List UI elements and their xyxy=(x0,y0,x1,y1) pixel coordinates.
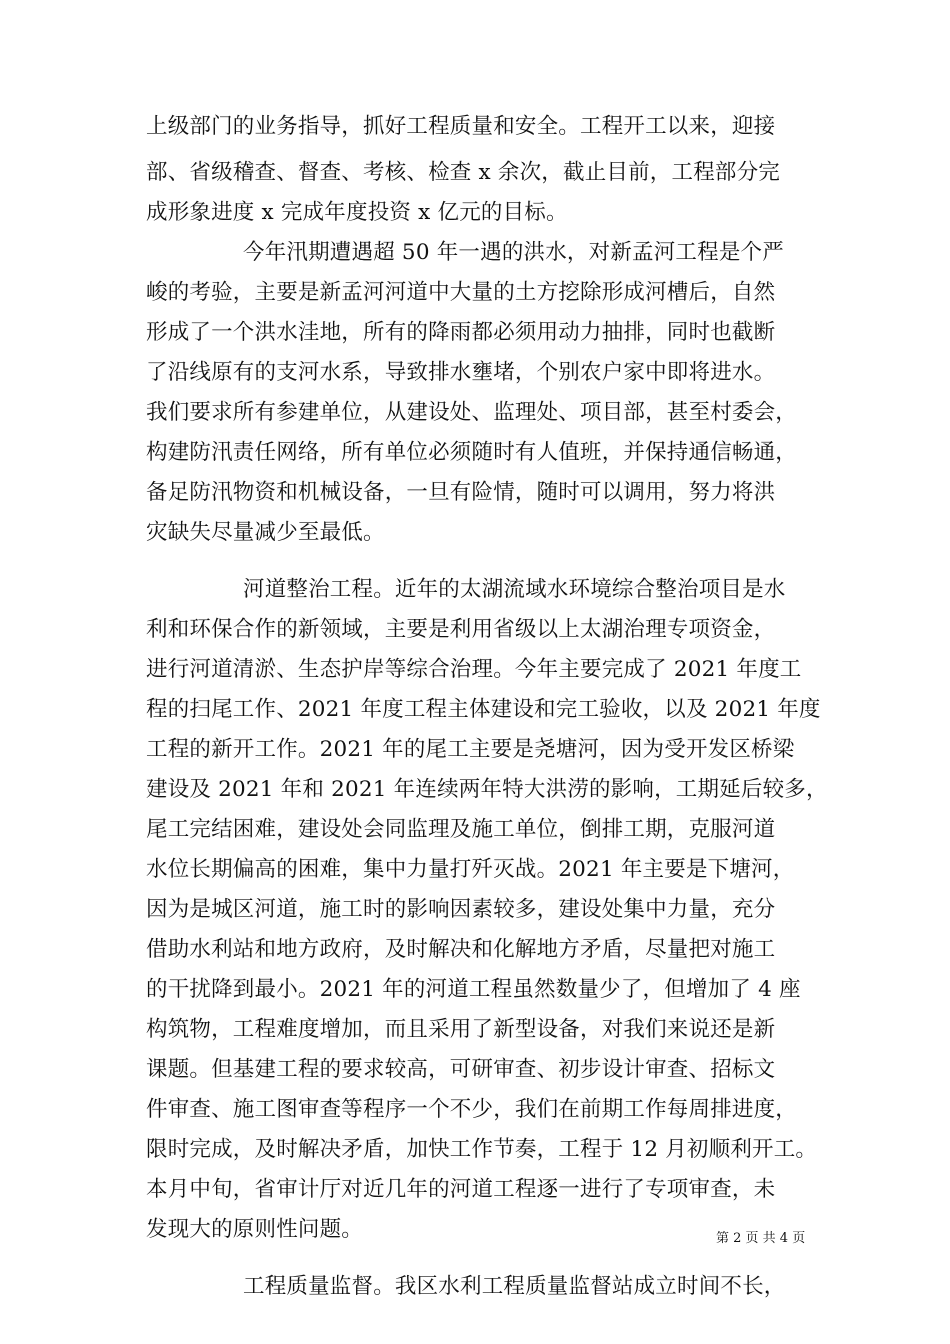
text-line: 程的扫尾工作、2021 年度工程主体建设和完工验收，以及 2021 年度 xyxy=(146,697,821,722)
text-line: 发现大的原则性问题。 xyxy=(146,1217,364,1242)
text-line: 限时完成，及时解决矛盾，加快工作节奏，工程于 12 月初顺利开工。 xyxy=(146,1137,818,1162)
text-line: 借助水利站和地方政府，及时解决和化解地方矛盾，尽量把对施工 xyxy=(146,937,776,962)
text-line: 灾缺失尽量减少至最低。 xyxy=(146,520,385,545)
text-line: 课题。但基建工程的要求较高，可研审查、初步设计审查、招标文 xyxy=(146,1057,776,1082)
text-line: 成形象进度 x 完成年度投资 x 亿元的目标。 xyxy=(146,200,568,225)
text-line: 备足防汛物资和机械设备，一旦有险情，随时可以调用，努力将洪 xyxy=(146,480,776,505)
paragraph-first-line: 河道整治工程。近年的太湖流域水环境综合整治项目是水 xyxy=(243,577,786,602)
text-line: 本月中旬，省审计厅对近几年的河道工程逐一进行了专项审查，未 xyxy=(146,1177,776,1202)
text-line: 尾工完结困难，建设处会同监理及施工单位，倒排工期，克服河道 xyxy=(146,817,776,842)
text-line: 我们要求所有参建单位，从建设处、监理处、项目部，甚至村委会， xyxy=(146,400,798,425)
text-line: 建设及 2021 年和 2021 年连续两年特大洪涝的影响，工期延后较多， xyxy=(146,777,828,802)
page-number-footer: 第 2 页 共 4 页 xyxy=(716,1231,806,1246)
text-line: 构建防汛责任网络，所有单位必须随时有人值班，并保持通信畅通， xyxy=(146,440,798,465)
paragraph-first-line: 今年汛期遭遇超 50 年一遇的洪水，对新孟河工程是个严 xyxy=(243,240,784,265)
text-line: 上级部门的业务指导，抓好工程质量和安全。工程开工以来，迎接 xyxy=(146,114,776,139)
text-line: 峻的考验，主要是新孟河河道中大量的土方挖除形成河槽后，自然 xyxy=(146,280,776,305)
text-line: 构筑物，工程难度增加，而且采用了新型设备，对我们来说还是新 xyxy=(146,1017,776,1042)
text-line: 的干扰降到最小。2021 年的河道工程虽然数量少了，但增加了 4 座 xyxy=(146,977,801,1002)
text-line: 进行河道清淤、生态护岸等综合治理。今年主要完成了 2021 年度工 xyxy=(146,657,802,682)
text-line: 形成了一个洪水洼地，所有的降雨都必须用动力抽排，同时也截断 xyxy=(146,320,776,345)
text-line: 了沿线原有的支河水系，导致排水壅堵，个别农户家中即将进水。 xyxy=(146,360,776,385)
paragraph-first-line: 工程质量监督。我区水利工程质量监督站成立时间不长， xyxy=(243,1274,786,1299)
text-line: 件审查、施工图审查等程序一个不少，我们在前期工作每周排进度， xyxy=(146,1097,798,1122)
text-line: 部、省级稽查、督查、考核、检查 x 余次，截止目前，工程部分完 xyxy=(146,160,780,185)
text-line: 因为是城区河道，施工时的影响因素较多，建设处集中力量，充分 xyxy=(146,897,776,922)
text-line: 工程的新开工作。2021 年的尾工主要是尧塘河，因为受开发区桥梁 xyxy=(146,737,795,762)
text-line: 利和环保合作的新领域，主要是利用省级以上太湖治理专项资金， xyxy=(146,617,776,642)
text-line: 水位长期偏高的困难，集中力量打歼灭战。2021 年主要是下塘河， xyxy=(146,857,795,882)
